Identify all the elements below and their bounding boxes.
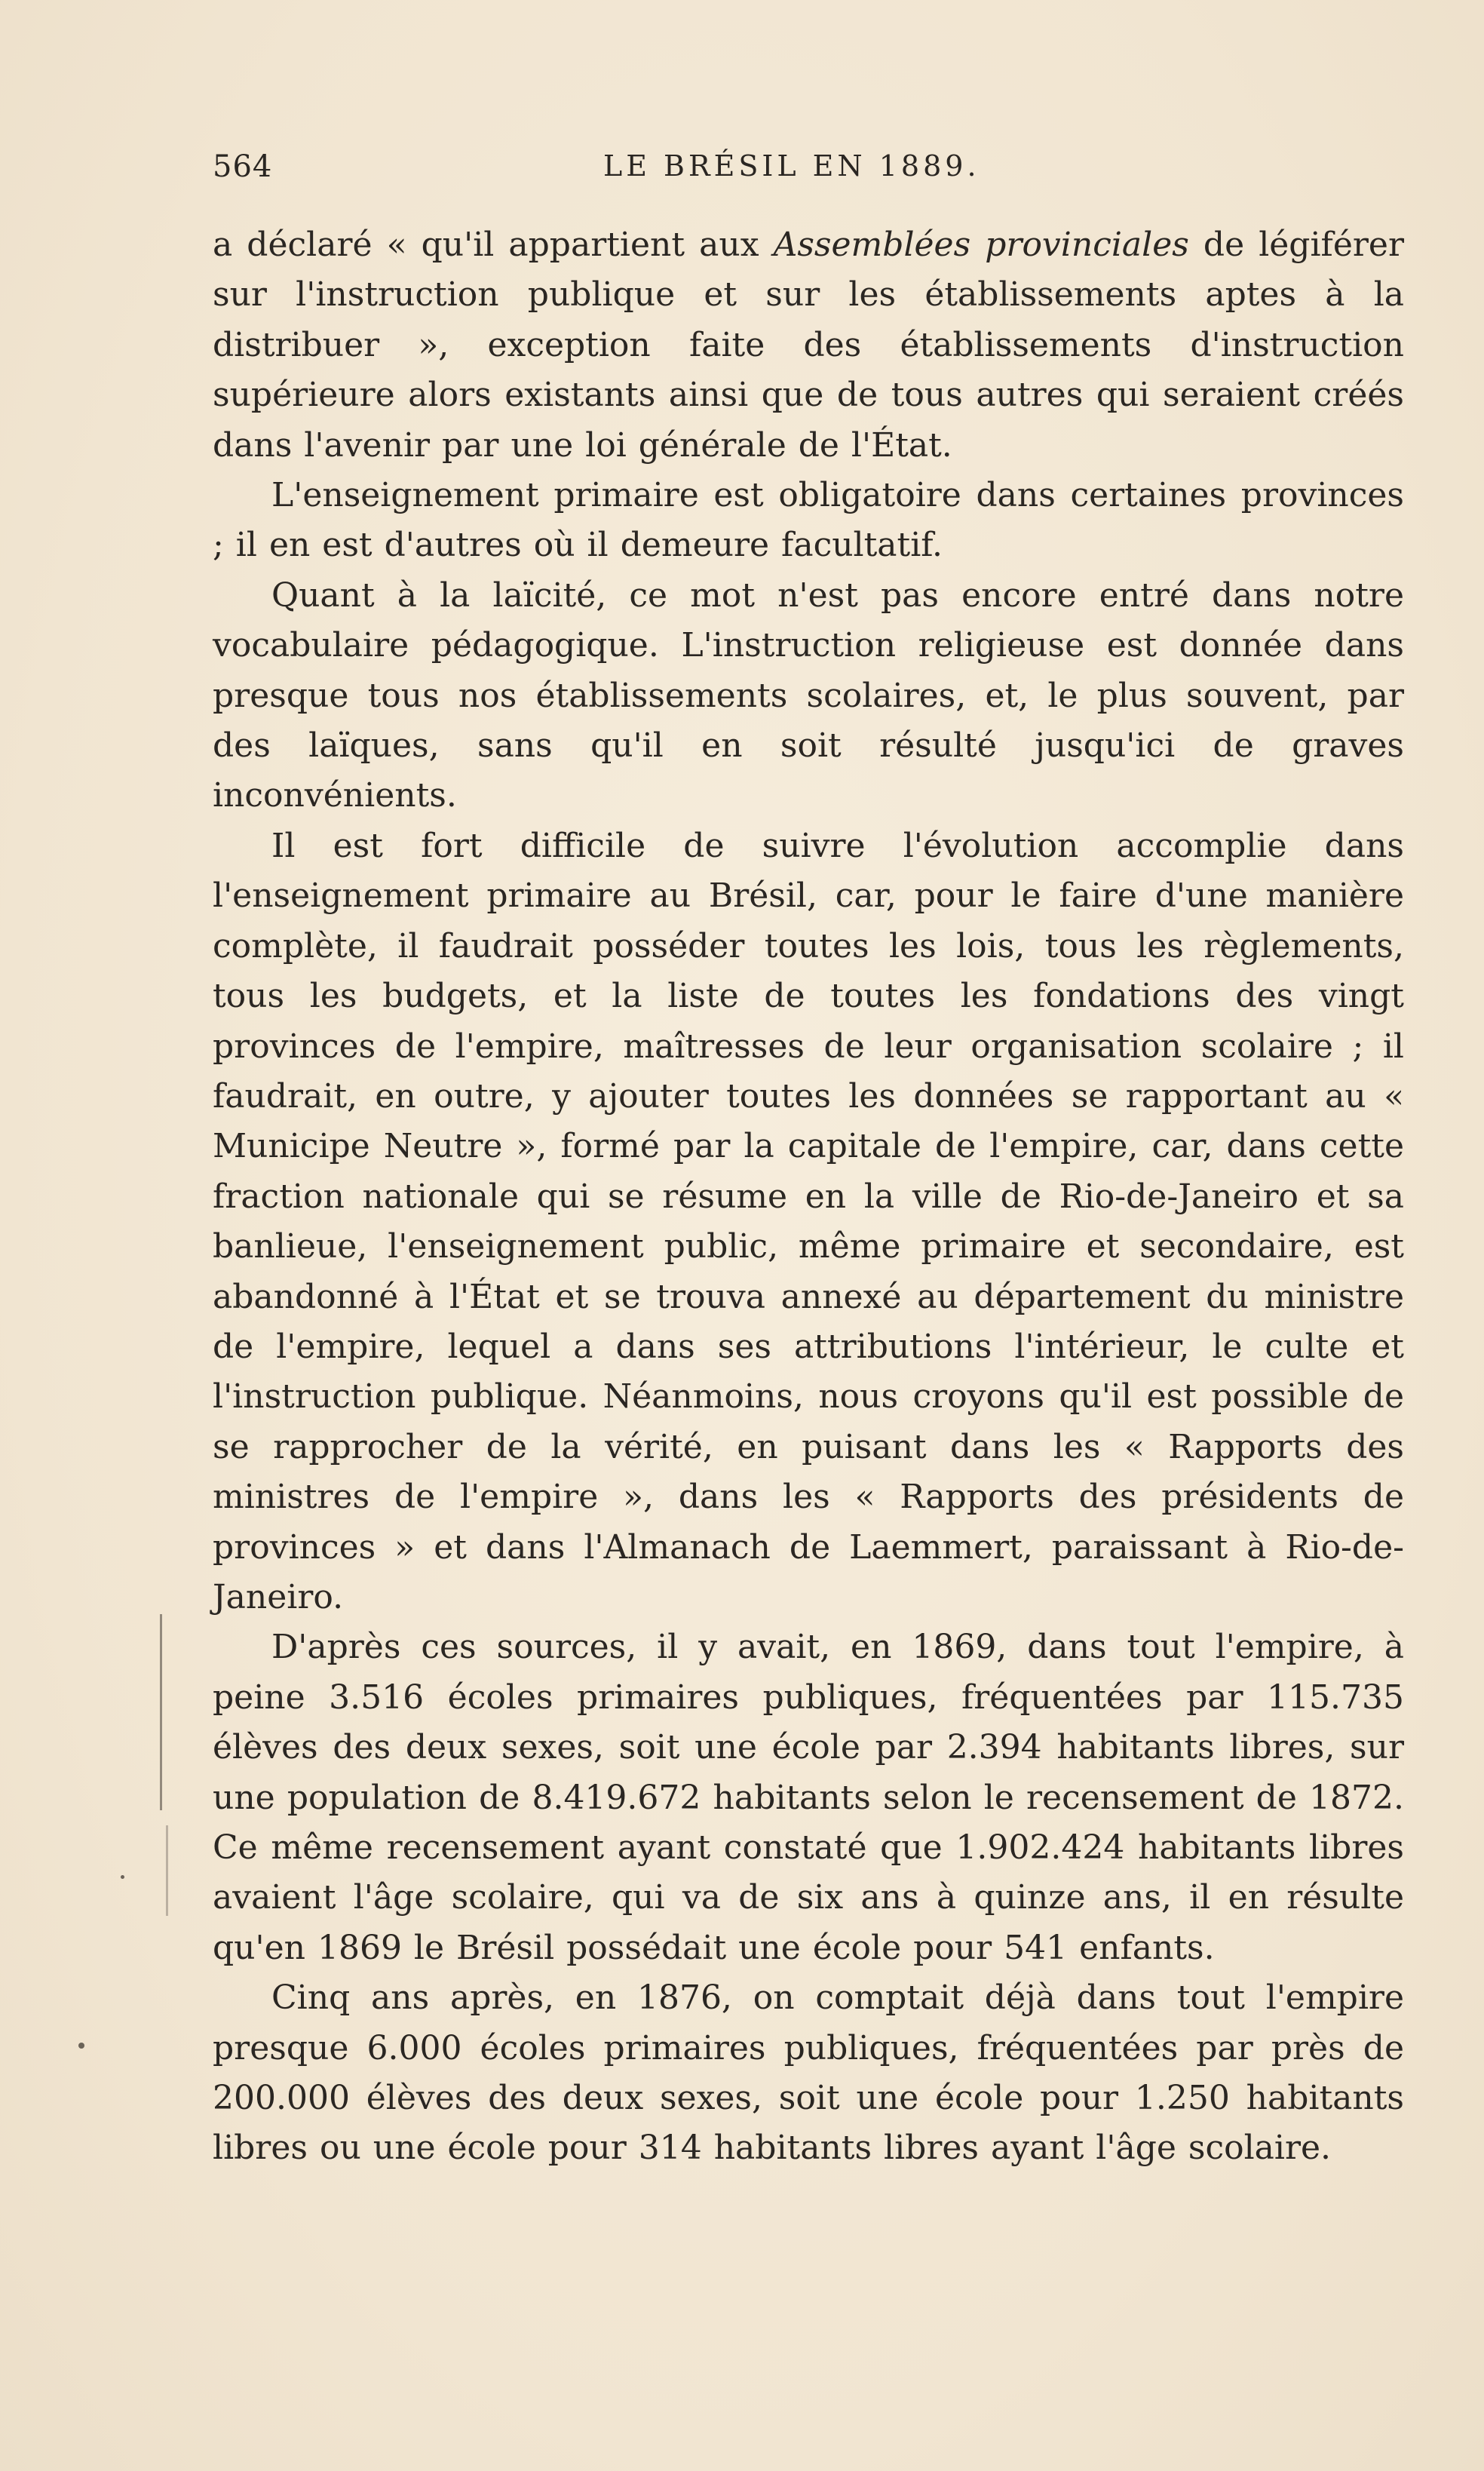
margin-dot-small [121, 1875, 124, 1879]
page-number: 564 [213, 149, 273, 184]
margin-pencil-mark [160, 1614, 162, 1810]
page-header [213, 149, 1404, 195]
body-text [213, 220, 1404, 2174]
margin-dot [78, 2043, 84, 2049]
paragraph-1-start: a déclaré « qu'il appartient aux [213, 226, 774, 264]
margin-pencil-mark-lower [166, 1825, 168, 1916]
paragraph-4: Il est fort difficile de suivre l'évolution accomplie dans l'enseignement primaire au Brésil, car, pour le faire d'une manière complète, il faudrait posséder toutes les lois, tous les règlements, tous les budgets, et la liste de toutes les fondations des vingt provinces de l'empire, maîtresses de leur organisation scolaire ; il faudrait, en outre, y ajouter toutes les données se rapportant au « Municipe Neutre », formé par la capitale de l'empire, car, dans cette fraction nationale qui se résume en la ville de Rio-de-Janeiro et sa banlieue, l'enseignement public, même primaire et secondaire, est abandonné à l'État et se trouva annexé au département du ministre de l'empire, lequel a dans ses attributions l'intérieur, le culte et l'instruction publique. Néanmoins, nous croyons qu'il est possible de se rapprocher de la vérité, en puisant dans les « Rapports des ministres de l'empire », dans les « Rapports des présidents de provinces » et dans l'Almanach de Laemmert, paraissant à Rio-de-Janeiro. [213, 826, 1404, 1616]
paragraph-5: D'après ces sources, il y avait, en 1869, dans tout l'empire, à peine 3.516 écoles primaires publiques, fréquentées par 115.735 élèves des deux sexes, soit une école par 2.394 habitants libres, sur une population de 8.419.672 habitants selon le recensement de 1872. Ce même recensement ayant constaté que 1.902.424 habitants libres avaient l'âge scolaire, qui va de six ans à quinze ans, il en résulte qu'en 1869 le Brésil possédait une école pour 541 enfants. [213, 1628, 1404, 1967]
paragraph-1 [213, 220, 1404, 471]
paragraph-2: L'enseignement primaire est obligatoire dans certaines provinces ; il en est d'autres où il demeure facultatif. [213, 476, 1404, 565]
running-title: LE BRÉSIL EN 1889. [603, 149, 980, 183]
paragraph-1-end: de légiférer sur l'instruction publique et sur les établissements aptes à la distribuer », exception faite des établissements d'instruction supérieure alors existants ainsi que de tous autres qui seraient créés dans l'avenir par une loi générale de l'État. [213, 226, 1404, 465]
paragraph-6: Cinq ans après, en 1876, on comptait déjà dans tout l'empire presque 6.000 écoles primaires publiques, fréquentées par près de 200.000 élèves des deux sexes, soit une école pour 1.250 habitants libres ou une école pour 314 habitants libres ayant l'âge scolaire. [213, 1978, 1404, 2168]
paragraph-3: Quant à la laïcité, ce mot n'est pas encore entré dans notre vocabulaire pédagogique. L'instruction religieuse est donnée dans presque tous nos établissements scolaires, et, le plus souvent, par des laïques, sans qu'il en soit résulté jusqu'ici de graves inconvénients. [213, 576, 1404, 815]
paragraph-1-emphasis: Assemblées provinciales [773, 226, 1189, 264]
